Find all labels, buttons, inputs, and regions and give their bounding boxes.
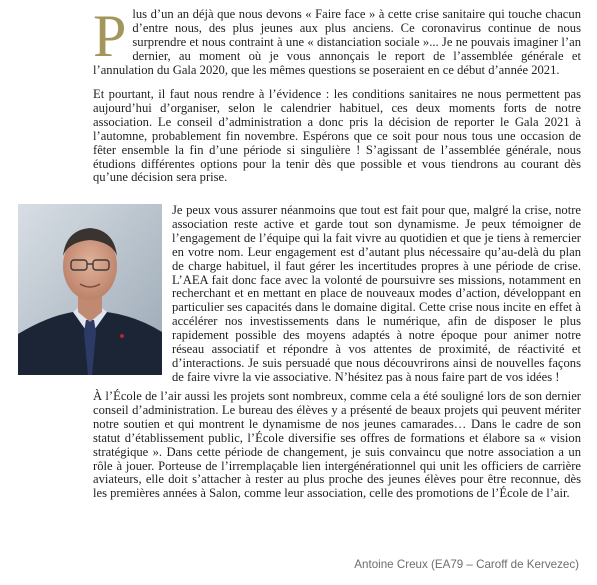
paragraph-ecole: À l’École de l’air aussi les projets sont nombreux, comme cela a été souligné lors de son dernier conseil d’administration. Le bureau des élèves y a présenté de beaux projets qui peuvent mériter notre soutien et qui montrent le dynamisme de nos jeunes camarades… Dans le cadre de son statut d’établissement public, l’École diversifie ses offres de formations et élabore sa « vision stratégique ». Dans cette période de changement, je suis convaincu que notre association a un rôle à jouer. Porteuse de l’irremplaçable lien intergénérationnel qui unit les officiers de carrière aviateurs, elle doit s’attacher à rester au plus proche des jeunes élèves pour être reconnue, dès les premières années à Salon, comme leur association, celle des promotions de l’École de l’air. <box>93 389 581 501</box>
paragraph-engagement: Je peux vous assurer néanmoins que tout est fait pour que, malgré la crise, notre association reste active et garde tout son dynamisme. Je peux témoigner de l’engagement de l’équipe qui la fait vivre au quotidien et que je tiens à remercier en votre nom. Leur engagement est d’autant plus nécessaire qu’au-delà du plan de charge habituel, il faut gérer les incertitudes propres à une période de crise. L’AEA fait donc face avec la volonté de poursuivre ses missions, notamment en recherchant et en mettant en place de nouveaux modes d’action, développant en particulier ses capacités dans le domaine digital. Cette crise nous incite en effet à accélérer nos investissements dans le numérique, afin de disposer le plus rapidement possible des moyens adaptés à notre époque pour animer notre réseau associatif et répondre à vos attentes de proximité, de réactivité et d’interactions. Je suis persuadé que nous découvrirons ainsi de nouvelles façons de faire vivre la vie associative. N’hésitez pas à nous faire part de vos idées ! <box>172 203 581 384</box>
portrait-photo <box>18 204 162 375</box>
paragraph-intro-text: lus d’un an déjà que nous devons « Faire face » à cette crise sanitaire qui touche chacun d’entre nous, des plus jeunes aux plus anciens. Ce coronavirus continue de nous surprendre et nous contraint à une « distanciation sociale »... Je ne pouvais imaginer l’an dernier, au moment où je vous annonçais le report de l’assemblée générale et l’annulation du Gala 2020, que les mêmes questions se poseraient en ce début d’année 2021. <box>93 7 581 77</box>
drop-cap: P <box>93 3 127 69</box>
paragraph-intro <box>93 3 581 78</box>
paragraph-conditions: Et pourtant, il faut nous rendre à l’évidence : les conditions sanitaires ne nous permettent pas aujourd’hui d’organiser, selon le calendrier habituel, ces deux moments forts de notre association. Le conseil d’administration a donc pris la décision de reporter le Gala 2021 à l’automne, probablement fin novembre. Espérons que ce soit pour nous tous une occasion de fêter ensemble la fin d’une période si singulière ! S’agissant de l’assemblée générale, nous étudions différentes options pour la tenir dès que possible et vous tiendrons au courant dès qu’une décision sera prise. <box>93 87 581 185</box>
author-signature: Antoine Creux (EA79 – Caroff de Kervezec) <box>354 558 579 571</box>
